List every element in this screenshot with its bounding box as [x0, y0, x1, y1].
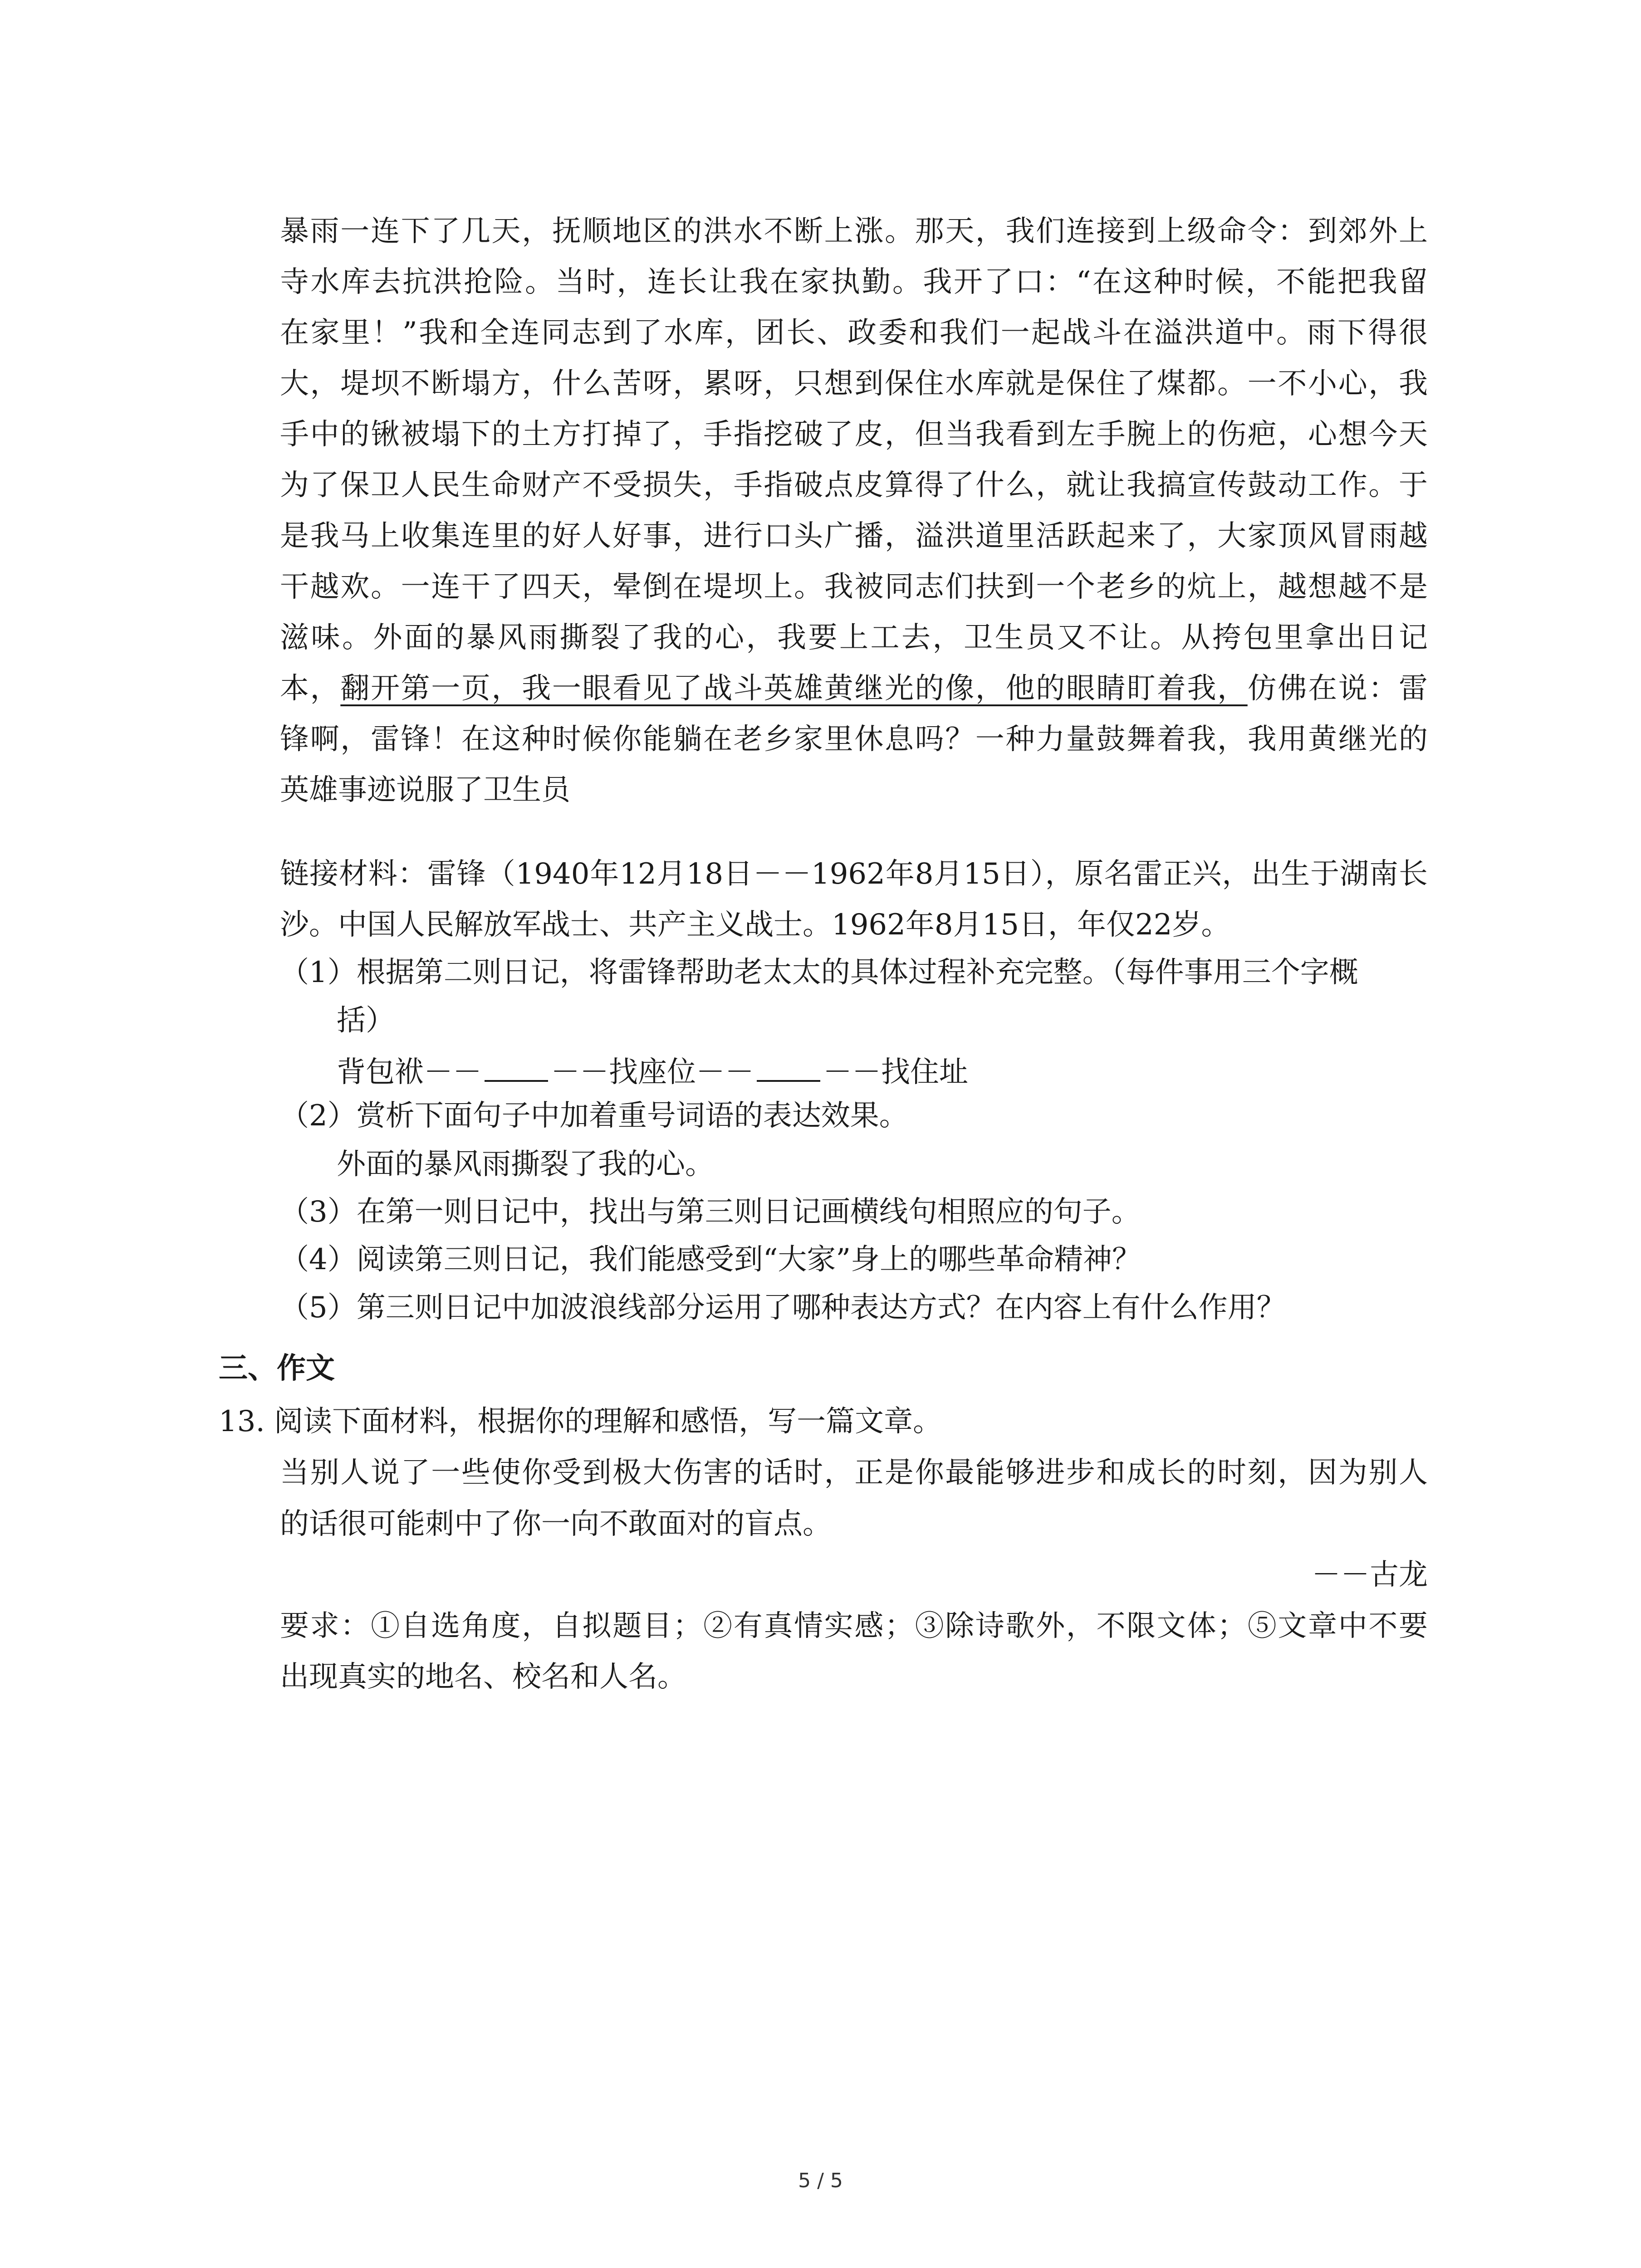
diary3-line-5: 手中的锹被塌下的土方打掉了，手指挖破了皮，但当我看到左手腕上的伤疤，心想今天	[280, 418, 1428, 451]
question-2-line-2: 外面的暴风雨撕裂了我的心。	[337, 1148, 714, 1181]
link-material-line-1: 链接材料：雷锋（1940年12月18日－－1962年8月15日），原名雷正兴，出生于湖南长	[280, 857, 1428, 891]
diary3-line-12: 英雄事迹说服了卫生员	[280, 773, 570, 807]
question-3: （3）在第一则日记中，找出与第三则日记画横线句相照应的句子。	[280, 1195, 1141, 1229]
material-quote-line-1: 当别人说了一些使你受到极大伤害的话时，正是你最能够进步和成长的时刻，因为别人	[280, 1456, 1428, 1490]
question-1-fill-in	[337, 1054, 968, 1087]
underlined-sentence: 翻开第一页，我一眼看见了战斗英雄黄继光的像，他的眼睛盯着我，	[340, 672, 1248, 705]
section-heading-composition: 三、作文	[219, 1351, 335, 1385]
question-4: （4）阅读第三则日记，我们能感受到“大家”身上的哪些革命精神？	[280, 1243, 1141, 1276]
diary3-line-7: 是我马上收集连里的好人好事，进行口头广播，溢洪道里活跃起来了，大家顶风冒雨越	[280, 519, 1428, 553]
material-quote-line-2: 的话很可能刺中了你一向不敢面对的盲点。	[280, 1507, 832, 1541]
answer-blank-1[interactable]	[485, 1054, 548, 1082]
diary3-line-10-end: 仿佛在说：雷	[1247, 672, 1428, 705]
requirements-line-1: 要求：①自选角度，自拟题目；②有真情实感；③除诗歌外，不限文体；⑤文章中不要	[280, 1609, 1428, 1643]
diary3-line-6: 为了保卫人民生命财产不受损失，手指破点皮算得了什么，就让我搞宣传鼓动工作。于	[280, 469, 1428, 502]
answer-blank-2[interactable]	[757, 1054, 820, 1082]
page-number: 5 / 5	[798, 2169, 843, 2192]
requirements-line-2: 出现真实的地名、校名和人名。	[280, 1660, 686, 1694]
link-material-line-2: 沙。中国人民解放军战士、共产主义战士。1962年8月15日，年仅22岁。	[280, 908, 1230, 942]
diary3-line-1: 暴雨一连下了几天，抚顺地区的洪水不断上涨。那天，我们连接到上级命令：到郊外上	[280, 215, 1428, 248]
question-13-intro: 13. 阅读下面材料，根据你的理解和感悟，写一篇文章。	[219, 1405, 942, 1438]
question-5: （5）第三则日记中加波浪线部分运用了哪种表达方式？在内容上有什么作用？	[280, 1291, 1286, 1325]
question-2-line-1: （2）赏析下面句子中加着重号词语的表达效果。	[280, 1099, 908, 1133]
diary3-line-8: 干越欢。一连干了四天，晕倒在堤坝上。我被同志们扶到一个老乡的炕上，越想越不是	[280, 570, 1428, 604]
fill-in-text-1: 背包袱－－	[337, 1056, 482, 1089]
fill-in-text-2: －－找座位－－	[551, 1056, 754, 1089]
question-1-line-1: （1）根据第二则日记，将雷锋帮助老太太的具体过程补充完整。（每件事用三个字概	[280, 956, 1358, 989]
diary3-line-11: 锋啊，雷锋！在这种时候你能躺在老乡家里休息吗？一种力量鼓舞着我，我用黄继光的	[280, 723, 1428, 756]
fill-in-text-3: －－找住址	[823, 1056, 968, 1089]
quote-attribution: －－古龙	[1312, 1558, 1428, 1592]
diary3-line-10	[280, 674, 1428, 703]
question-1-line-2: 括）	[337, 1004, 395, 1037]
diary3-line-2: 寺水库去抗洪抢险。当时，连长让我在家执勤。我开了口：“在这种时候，不能把我留	[280, 265, 1428, 299]
diary3-line-4: 大，堤坝不断塌方，什么苦呀，累呀，只想到保住水库就是保住了煤都。一不小心，我	[280, 367, 1428, 401]
diary3-line-10-start: 本，	[280, 672, 341, 705]
diary3-line-3: 在家里！”我和全连同志到了水库，团长、政委和我们一起战斗在溢洪道中。雨下得很	[280, 316, 1428, 350]
diary3-line-9: 滋味。外面的暴风雨撕裂了我的心，我要上工去，卫生员又不让。从挎包里拿出日记	[280, 621, 1428, 655]
